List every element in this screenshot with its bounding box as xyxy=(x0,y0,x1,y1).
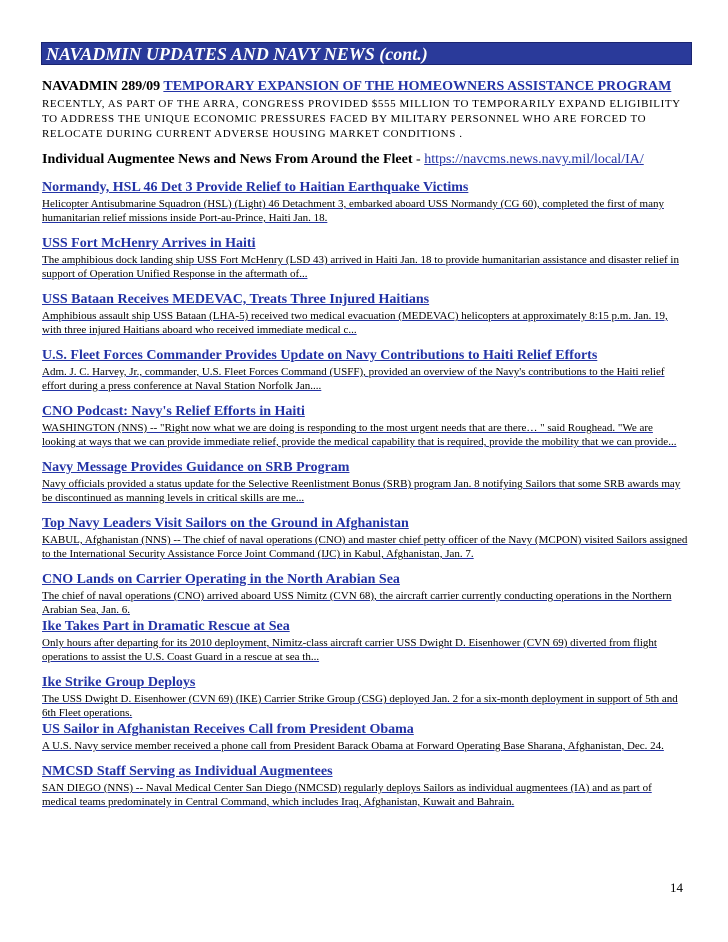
news-item xyxy=(42,673,688,720)
news-summary[interactable]: The amphibious dock landing ship USS Fort McHenry (LSD 43) arrived in Haiti Jan. 18 to provide humanitarian assistance and disaster relief in support of Operation Unified Response in the aftermath of... xyxy=(42,254,679,280)
page-content xyxy=(42,78,688,809)
section-banner: NAVADMIN UPDATES AND NAVY NEWS (cont.) xyxy=(41,42,692,65)
news-title-link[interactable]: USS Bataan Receives MEDEVAC, Treats Three Injured Haitians xyxy=(42,292,430,307)
news-title-link[interactable]: Ike Takes Part in Dramatic Rescue at Sea xyxy=(42,619,290,634)
navadmin-title-link[interactable]: TEMPORARY EXPANSION OF THE HOMEOWNERS ASSISTANCE PROGRAM xyxy=(163,79,672,94)
news-title-link[interactable]: Top Navy Leaders Visit Sailors on the Ground in Afghanistan xyxy=(42,516,409,531)
news-item xyxy=(42,514,688,561)
news-summary[interactable]: Amphibious assault ship USS Bataan (LHA-5) received two medical evacuation (MEDEVAC) helicopters at approximately 8:15 p.m. Jan. 19, with three injured Haitians aboard who received immediate medical c... xyxy=(42,310,668,336)
news-item xyxy=(42,178,688,225)
news-title-link[interactable]: Normandy, HSL 46 Det 3 Provide Relief to Haitian Earthquake Victims xyxy=(42,180,469,195)
news-summary[interactable]: Adm. J. C. Harvey, Jr., commander, U.S. Fleet Forces Command (USFF), provided an overview of the Navy's contributions to the Haiti relief effort during a press conference at Naval Station Norfolk Jan.... xyxy=(42,366,665,392)
news-item xyxy=(42,762,688,809)
news-summary[interactable]: Only hours after departing for its 2010 deployment, Nimitz-class aircraft carrier USS Dwight D. Eisenhower (CVN 69) diverted from flight operations to assist the U.S. Coast Guard in a rescue at sea th... xyxy=(42,637,657,663)
news-summary[interactable]: A U.S. Navy service member received a phone call from President Barack Obama at Forward Operating Base Sharana, Afghanistan, Dec. 24. xyxy=(42,740,664,752)
news-summary[interactable]: KABUL, Afghanistan (NNS) -- The chief of naval operations (CNO) and master chief petty officer of the Navy (MCPON) visited Sailors assigned to the International Security Assistance Force Joint Command (IJC) in Kabul, Afghanistan, Jan. 7. xyxy=(42,534,688,560)
ia-separator: - xyxy=(412,152,425,167)
page-number: 14 xyxy=(670,880,683,895)
news-title-link[interactable]: U.S. Fleet Forces Commander Provides Update on Navy Contributions to Haiti Relief Efforts xyxy=(42,348,598,363)
news-title-link[interactable]: USS Fort McHenry Arrives in Haiti xyxy=(42,236,256,251)
news-summary[interactable]: The chief of naval operations (CNO) arrived aboard USS Nimitz (CVN 68), the aircraft carrier currently conducting operations in the Northern Arabian Sea, Jan. 6. xyxy=(42,590,672,616)
news-item xyxy=(42,617,688,664)
news-summary[interactable]: SAN DIEGO (NNS) -- Naval Medical Center San Diego (NMCSD) regularly deploys Sailors as individual augmentees (IA) and as part of medical teams predominately in Central Command, which includes Iraq, Afghanistan, Kuwait and Bahrain. xyxy=(42,782,652,808)
navadmin-body: RECENTLY, AS PART OF THE ARRA, CONGRESS PROVIDED $555 MILLION TO TEMPORARILY EXPAND ELIGIBILITY TO ADDRESS THE UNIQUE ECONOMIC PRESSURES FACED BY MILITARY PERSONNEL WHO ARE FORCED TO RELOCATE DURING CURRENT ADVERSE HOUSING MARKET CONDITIONS . xyxy=(42,98,681,140)
news-title-link[interactable]: Ike Strike Group Deploys xyxy=(42,675,196,690)
news-item xyxy=(42,234,688,281)
news-item xyxy=(42,290,688,337)
news-summary[interactable]: The USS Dwight D. Eisenhower (CVN 69) (IKE) Carrier Strike Group (CSG) deployed Jan. 2 for a six-month deployment in support of 5th and 6th Fleet operations. xyxy=(42,693,678,719)
news-summary[interactable]: Navy officials provided a status update for the Selective Reenlistment Bonus (SRB) program Jan. 8 notifying Sailors that some SRB awards may be discontinued as manning levels in critical skills are me... xyxy=(42,478,681,504)
navadmin-heading xyxy=(42,78,688,96)
ia-url-link[interactable]: https://navcms.news.navy.mil/local/IA/ xyxy=(424,152,644,167)
ia-heading-text: Individual Augmentee News and News From Around the Fleet xyxy=(42,152,413,167)
navadmin-number: NAVADMIN 289/09 xyxy=(42,79,161,94)
news-item xyxy=(42,458,688,505)
news-title-link[interactable]: CNO Lands on Carrier Operating in the North Arabian Sea xyxy=(42,572,400,587)
news-item xyxy=(42,720,688,753)
news-title-link[interactable]: Navy Message Provides Guidance on SRB Program xyxy=(42,460,350,475)
news-item xyxy=(42,402,688,449)
ia-news-heading xyxy=(42,151,688,169)
news-title-link[interactable]: US Sailor in Afghanistan Receives Call from President Obama xyxy=(42,722,414,737)
news-title-link[interactable]: CNO Podcast: Navy's Relief Efforts in Haiti xyxy=(42,404,305,419)
news-title-link[interactable]: NMCSD Staff Serving as Individual Augmentees xyxy=(42,764,333,779)
news-item xyxy=(42,570,688,617)
news-summary[interactable]: Helicopter Antisubmarine Squadron (HSL) (Light) 46 Detachment 3, embarked aboard USS Normandy (CG 60), completed the first of many humanitarian relief missions inside Port-au-Prince, Haiti Jan. 18. xyxy=(42,198,664,224)
news-summary[interactable]: WASHINGTON (NNS) -- "Right now what we are doing is responding to the most urgent needs that are there… " said Roughead. "We are looking at ways that we can provide immediate relief, provide the medical capability that is required, provide the mobility that we can provide... xyxy=(42,422,677,448)
news-item xyxy=(42,346,688,393)
